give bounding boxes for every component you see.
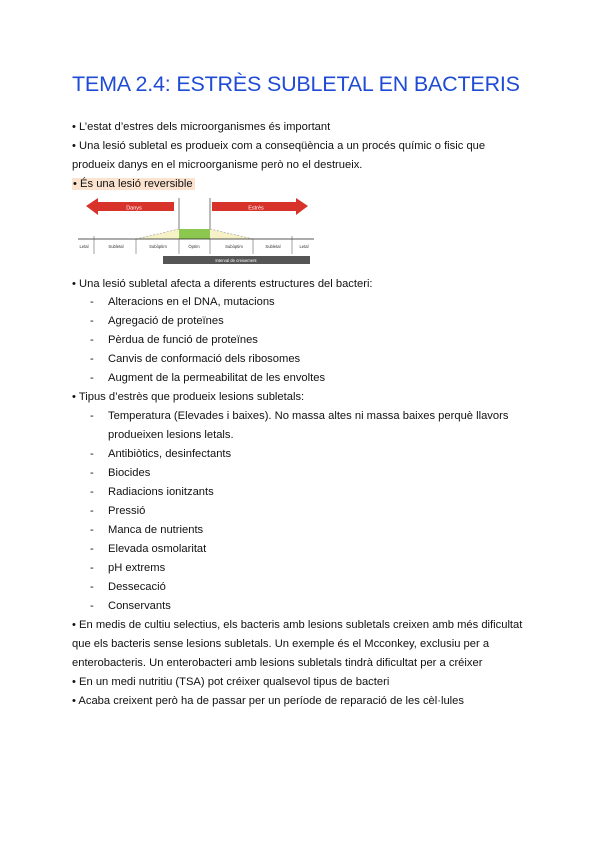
list-item: Pressió [108, 505, 146, 517]
scale-label-sublethal-left: Subletal [108, 244, 124, 249]
growth-interval-label: Interval de creixement [215, 257, 257, 263]
bullet-reversible [72, 175, 195, 194]
list-item: Canvis de conformació dels ribosomes [108, 353, 301, 365]
scale-label-suboptimal-right: Subòptim [225, 244, 243, 249]
bullet-selective-media: • En medis de cultiu selectius, els bacteris amb lesions subletals creixen amb més dificultat [72, 619, 523, 631]
stress-arrow-label: Estrès [248, 205, 264, 212]
list-item: Augment de la permeabilitat de les envoltes [108, 372, 326, 384]
stress-intro: • Tipus d’estrès que produeix lesions subletals: [72, 391, 305, 403]
list-item: Pèrdua de funció de proteïnes [108, 334, 258, 346]
list-item: Agregació de proteïnes [108, 315, 224, 327]
bullet-selective-media-cont: que els bacteris sense lesions subletals. Un exemple és el Mcconkey, exclusiu per a [72, 638, 490, 650]
list-item: Radiacions ionitzants [108, 486, 214, 498]
stress-arrow [212, 198, 308, 215]
list-item: Temperatura (Elevades i baixes). No massa altes ni massa baixes perquè llavors [108, 410, 509, 422]
list-item-continuation: produeixen lesions letals. [108, 429, 234, 441]
damage-arrow-label: Danys [126, 205, 142, 212]
damage-arrow [86, 198, 174, 215]
list-item: Alteracions en el DNA, mutacions [108, 296, 275, 308]
page-title: TEMA 2.4: ESTRÈS SUBLETAL EN BACTERIS [72, 72, 520, 96]
bullet-selective-media-cont2: enterobacteris. Un enterobacteri amb lesions subletals tindrà dificultat per a créixer [72, 657, 483, 669]
list-item: Manca de nutrients [108, 524, 204, 536]
bullet-repair-period: • Acaba creixent però ha de passar per un període de reparació de les cèl·lules [72, 695, 464, 707]
optimum-zone [179, 229, 210, 239]
bullet-nutrient-medium: • En un medi nutritiu (TSA) pot créixer qualsevol tipus de bacteri [72, 676, 390, 688]
scale-label-suboptimal-left: Subòptim [149, 244, 167, 249]
structures-intro: • Una lesió subletal afecta a diferents estructures del bacteri: [72, 278, 373, 290]
scale-label-lethal-left: Letal [79, 244, 89, 249]
list-item: Dessecació [108, 581, 166, 593]
damage-stress-diagram [76, 196, 316, 266]
bullet-stress-importance: • L’estat d’estres dels microorganismes és important [72, 121, 331, 133]
list-item: Elevada osmolaritat [108, 543, 207, 555]
scale-label-optimum: Òptim [188, 244, 200, 249]
bullet-sublethal-definition: • Una lesió subletal es produeix com a conseqüència a un procés químic o fisic que [72, 140, 486, 152]
list-item: Biocides [108, 467, 151, 479]
scale-label-sublethal-right: Subletal [265, 244, 281, 249]
list-item: Antibiòtics, desinfectants [108, 448, 232, 460]
highlighted-text: • És una lesió reversible [73, 178, 193, 190]
scale-label-lethal-right: Letal [299, 244, 309, 249]
list-item: pH extrems [108, 562, 166, 574]
list-item: Conservants [108, 600, 171, 612]
bullet-sublethal-definition-cont: produeix danys en el microorganisme però no el destrueix. [72, 159, 363, 171]
